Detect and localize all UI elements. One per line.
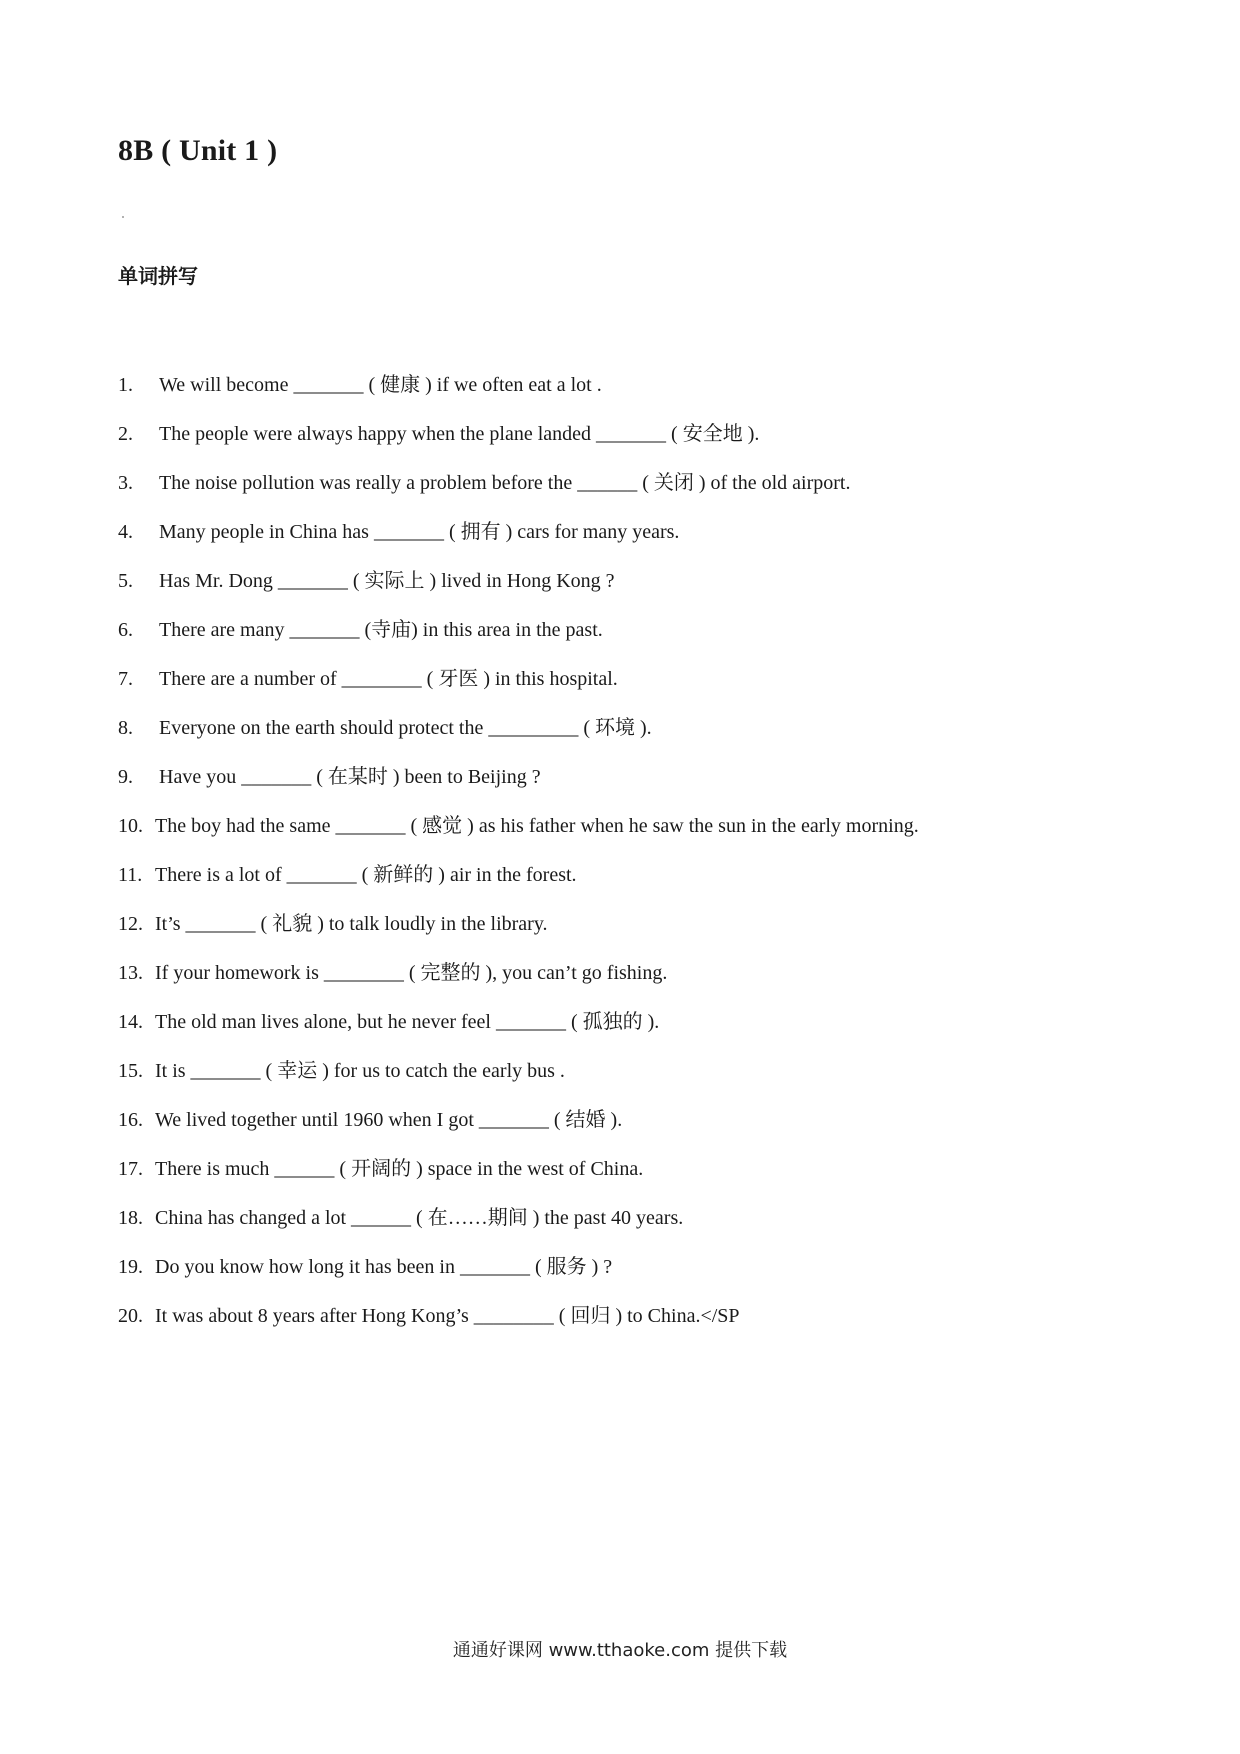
footer-text: 通通好课网 www.tthaoke.com 提供下载	[452, 1640, 788, 1661]
question-item: 15. It is _______ ( 幸运 ) for us to catch the early bus .	[118, 1056, 919, 1105]
question-item: 8. Everyone on the earth should protect the _________ ( 环境 ).	[118, 713, 919, 762]
question-text: China has changed a lot ______ ( 在……期间 ) the past 40 years.	[155, 1207, 684, 1229]
question-item: 4. Many people in China has _______ ( 拥有 ) cars for many years.	[118, 517, 919, 566]
section-title: 单词拼写	[118, 264, 198, 288]
question-text: The people were always happy when the plane landed _______ ( 安全地 ).	[159, 423, 760, 445]
question-text: There is much ______ ( 开阔的 ) space in the west of China.	[155, 1158, 644, 1180]
question-text: It’s _______ ( 礼貌 ) to talk loudly in the library.	[155, 913, 548, 935]
question-item: 17. There is much ______ ( 开阔的 ) space in the west of China.	[118, 1154, 919, 1203]
question-text: Has Mr. Dong _______ ( 实际上 ) lived in Hong Kong ?	[159, 570, 615, 592]
question-text: We lived together until 1960 when I got _______ ( 结婚 ).	[155, 1109, 623, 1131]
question-text: If your homework is ________ ( 完整的 ), you can’t go fishing.	[155, 962, 668, 984]
question-list	[118, 370, 919, 1350]
question-item: 2. The people were always happy when the plane landed _______ ( 安全地 ).	[118, 419, 919, 468]
question-item: 9. Have you _______ ( 在某时 ) been to Beijing ?	[118, 762, 919, 811]
question-item: 7. There are a number of ________ ( 牙医 ) in this hospital.	[118, 664, 919, 713]
question-text: There is a lot of _______ ( 新鲜的 ) air in the forest.	[155, 864, 577, 886]
question-item: 3. The noise pollution was really a problem before the ______ ( 关闭 ) of the old airport.	[118, 468, 919, 517]
question-item: 5. Has Mr. Dong _______ ( 实际上 ) lived in Hong Kong ?	[118, 566, 919, 615]
question-text: It was about 8 years after Hong Kong’s ________ ( 回归 ) to China.</SP	[155, 1305, 740, 1327]
question-item: 18. China has changed a lot ______ ( 在……期间 ) the past 40 years.	[118, 1203, 919, 1252]
question-text: Many people in China has _______ ( 拥有 ) cars for many years.	[159, 521, 680, 543]
question-text: The old man lives alone, but he never feel _______ ( 孤独的 ).	[155, 1011, 660, 1033]
question-item: 19. Do you know how long it has been in _______ ( 服务 ) ?	[118, 1252, 919, 1301]
question-item: 12. It’s _______ ( 礼貌 ) to talk loudly in the library.	[118, 909, 919, 958]
question-text: Do you know how long it has been in _______ ( 服务 ) ?	[155, 1256, 613, 1278]
question-item: 11. There is a lot of _______ ( 新鲜的 ) air in the forest.	[118, 860, 919, 909]
question-text: The noise pollution was really a problem before the ______ ( 关闭 ) of the old airport.	[159, 472, 851, 494]
question-item: 10. The boy had the same _______ ( 感觉 ) as his father when he saw the sun in the early morning.	[118, 811, 919, 860]
question-item: 1. We will become _______ ( 健康 ) if we often eat a lot .	[118, 370, 919, 419]
question-text: Have you _______ ( 在某时 ) been to Beijing ?	[159, 766, 541, 788]
question-item: 20. It was about 8 years after Hong Kong’s ________ ( 回归 ) to China.</SP	[118, 1301, 919, 1350]
question-text: The boy had the same _______ ( 感觉 ) as his father when he saw the sun in the early morning.	[155, 815, 919, 837]
question-item: 14. The old man lives alone, but he never feel _______ ( 孤独的 ).	[118, 1007, 919, 1056]
question-text: It is _______ ( 幸运 ) for us to catch the early bus .	[155, 1060, 565, 1082]
question-item: 16. We lived together until 1960 when I got _______ ( 结婚 ).	[118, 1105, 919, 1154]
question-text: Everyone on the earth should protect the _________ ( 环境 ).	[159, 717, 652, 739]
question-text: We will become _______ ( 健康 ) if we often eat a lot .	[159, 374, 602, 396]
question-item: 6. There are many _______ (寺庙) in this area in the past.	[118, 615, 919, 664]
stray-dot	[122, 216, 124, 218]
question-item: 13. If your homework is ________ ( 完整的 ), you can’t go fishing.	[118, 958, 919, 1007]
question-text: There are many _______ (寺庙) in this area in the past.	[159, 619, 603, 641]
question-text: There are a number of ________ ( 牙医 ) in this hospital.	[159, 668, 618, 690]
page-title: 8B ( Unit 1 )	[118, 134, 278, 167]
